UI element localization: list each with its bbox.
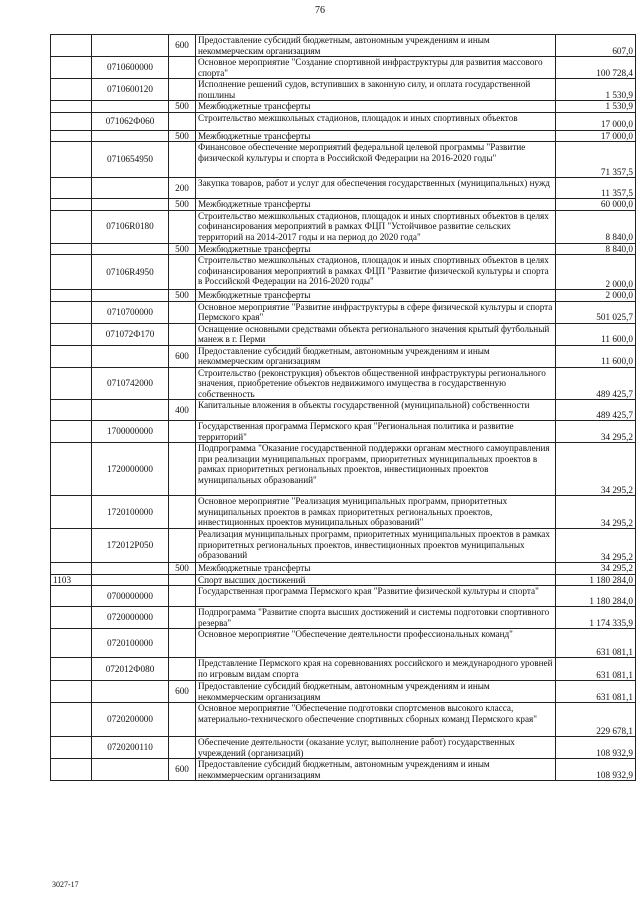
table-cell-target-code: 0710600120 (92, 79, 169, 101)
table-cell-expense-type (169, 79, 196, 101)
table-row (51, 681, 636, 703)
table-cell-section (51, 629, 92, 658)
table-cell-expense-type (169, 210, 196, 243)
table-row (51, 178, 636, 199)
table-cell-section (51, 210, 92, 243)
table-cell-expense-type: 600 (169, 759, 196, 781)
table-cell-expense-type: 400 (169, 400, 196, 421)
table-cell-name: Межбюджетные трансферты (196, 199, 556, 211)
table-row (51, 345, 636, 367)
table-row (51, 130, 636, 142)
table-cell-amount: 34 295,2 (556, 529, 636, 563)
table-cell-name: Обеспечение деятельности (оказание услуг, выполнение работ) государственных учреждений (организаций) (196, 737, 556, 759)
table-row (51, 301, 636, 323)
table-row (51, 563, 636, 575)
table-cell-name: Предоставление субсидий бюджетным, автономным учреждениям и иным некоммерческим организациям (196, 681, 556, 703)
table-cell-name: Строительство (реконструкция) объектов общественной инфраструктуры регионального значения, приобретение объектов недвижимого имущества в государственную собственность (196, 367, 556, 400)
table-cell-expense-type (169, 586, 196, 607)
table-cell-target-code: 0710700000 (92, 301, 169, 323)
table-cell-name: Межбюджетные трансферты (196, 130, 556, 142)
table-row (51, 210, 636, 243)
table-cell-target-code: 0710742000 (92, 367, 169, 400)
table-cell-target-code: 0720200000 (92, 703, 169, 737)
table-cell-target-code (92, 199, 169, 211)
table-cell-amount: 229 678,1 (556, 703, 636, 737)
table-cell-section (51, 658, 92, 681)
table-cell-target-code: 07106R4950 (92, 255, 169, 290)
table-cell-section (51, 130, 92, 142)
table-cell-section (51, 703, 92, 737)
table-cell-target-code (92, 563, 169, 575)
table-cell-amount: 17 000,0 (556, 130, 636, 142)
table-cell-amount: 108 932,9 (556, 759, 636, 781)
table-cell-target-code: 0700000000 (92, 586, 169, 607)
table-cell-section (51, 255, 92, 290)
table-cell-amount: 11 600,0 (556, 323, 636, 345)
table-cell-expense-type (169, 255, 196, 290)
table-row (51, 737, 636, 759)
table-cell-name: Представление Пермского края на соревнованиях российского и международного уровней по игровым видам спорта (196, 658, 556, 681)
table-cell-amount: 501 025,7 (556, 301, 636, 323)
table-cell-section (51, 737, 92, 759)
table-cell-target-code: 072012Ф080 (92, 658, 169, 681)
table-row (51, 101, 636, 113)
table-row (51, 367, 636, 400)
table-cell-target-code: 0710654950 (92, 142, 169, 178)
table-cell-target-code (92, 400, 169, 421)
table-cell-name: Строительство межшкольных стадионов, площадок и иных спортивных объектов в целях софинансирования мероприятий в рамках ФЦП "Развитие физической культуры и спорта в Российской Федерации на 2016-2020 годы" (196, 255, 556, 290)
table-cell-amount: 631 081,1 (556, 658, 636, 681)
table-cell-amount: 1 530,9 (556, 79, 636, 101)
table-cell-name: Спорт высших достижений (196, 574, 556, 586)
table-cell-amount: 631 081,1 (556, 629, 636, 658)
table-cell-section (51, 301, 92, 323)
table-cell-section (51, 400, 92, 421)
table-cell-target-code: 0720200110 (92, 737, 169, 759)
table-cell-section (51, 290, 92, 302)
table-row (51, 142, 636, 178)
table-row (51, 629, 636, 658)
table-cell-name: Подпрограмма "Оказание государственной поддержки органам местного самоуправления при реализации муниципальных программ, приоритетных муниципальных проектов в рамках приоритетных региональных проектов, инвестиционных проектов муниципальных образований" (196, 443, 556, 496)
table-cell-amount: 1 174 335,9 (556, 607, 636, 629)
table-row (51, 574, 636, 586)
table-cell-expense-type (169, 323, 196, 345)
table-cell-target-code (92, 243, 169, 255)
table-cell-amount: 34 295,2 (556, 421, 636, 443)
table-cell-amount: 489 425,7 (556, 400, 636, 421)
table-cell-target-code: 1700000000 (92, 421, 169, 443)
table-row (51, 400, 636, 421)
table-cell-name: Межбюджетные трансферты (196, 563, 556, 575)
table-cell-expense-type: 600 (169, 681, 196, 703)
table-cell-name: Межбюджетные трансферты (196, 243, 556, 255)
table-cell-target-code: 07106R0180 (92, 210, 169, 243)
table-cell-section (51, 79, 92, 101)
table-cell-name: Основное мероприятие "Обеспечение подготовки спортсменов высокого класса, материально-технического обеспечение спортивных сборных команд Пермского края" (196, 703, 556, 737)
table-row (51, 658, 636, 681)
table-cell-expense-type (169, 737, 196, 759)
table-cell-target-code: 0710600000 (92, 57, 169, 79)
table-cell-target-code: 071072Ф170 (92, 323, 169, 345)
table-cell-expense-type (169, 142, 196, 178)
table-cell-section (51, 112, 92, 130)
table-cell-amount: 607,0 (556, 35, 636, 57)
table-cell-section (51, 35, 92, 57)
table-row (51, 529, 636, 563)
table-cell-name: Строительство межшкольных стадионов, площадок и иных спортивных объектов в целях софинансирования мероприятий в рамках ФЦП "Устойчивое развитие сельских территорий на 2014-2017 годы и на период до 2020 года" (196, 210, 556, 243)
table-cell-name: Предоставление субсидий бюджетным, автономным учреждениям и иным некоммерческим организациям (196, 35, 556, 57)
table-row (51, 243, 636, 255)
table-cell-expense-type: 500 (169, 563, 196, 575)
table-cell-name: Основное мероприятие "Создание спортивной инфраструктуры для развития массового спорта" (196, 57, 556, 79)
table-cell-name: Строительство межшкольных стадионов, площадок и иных спортивных объектов (196, 112, 556, 130)
table-cell-expense-type (169, 658, 196, 681)
table-cell-amount: 34 295,2 (556, 563, 636, 575)
table-cell-expense-type (169, 112, 196, 130)
table-cell-amount: 631 081,1 (556, 681, 636, 703)
table-row (51, 703, 636, 737)
table-cell-name: Финансовое обеспечение мероприятий федеральной целевой программы "Развитие физической культуры и спорта в Российской Федерации на 2016-2020 годы" (196, 142, 556, 178)
table-cell-section (51, 101, 92, 113)
table-cell-amount: 8 840,0 (556, 210, 636, 243)
table-cell-target-code: 1720000000 (92, 443, 169, 496)
table-cell-expense-type: 500 (169, 101, 196, 113)
table-cell-name: Государственная программа Пермского края "Развитие физической культуры и спорта" (196, 586, 556, 607)
table-cell-section (51, 323, 92, 345)
table-cell-section (51, 243, 92, 255)
table-cell-amount: 489 425,7 (556, 367, 636, 400)
table-row (51, 323, 636, 345)
table-cell-target-code (92, 130, 169, 142)
table-cell-amount: 2 000,0 (556, 290, 636, 302)
table-cell-expense-type (169, 443, 196, 496)
table-row (51, 443, 636, 496)
table-cell-target-code (92, 290, 169, 302)
table-cell-expense-type: 500 (169, 130, 196, 142)
table-cell-name: Основное мероприятие "Развитие инфраструктуры в сфере физической культуры и спорта Пермского края" (196, 301, 556, 323)
table-cell-expense-type (169, 57, 196, 79)
table-row (51, 759, 636, 781)
table-cell-expense-type: 500 (169, 290, 196, 302)
table-cell-section (51, 607, 92, 629)
table-cell-amount: 8 840,0 (556, 243, 636, 255)
table-cell-name: Подпрограмма "Развитие спорта высших достижений и системы подготовки спортивного резерва" (196, 607, 556, 629)
table-cell-expense-type: 500 (169, 199, 196, 211)
table-cell-section (51, 142, 92, 178)
table-cell-name: Оснащение основными средствами объекта регионального значения крытый футбольный манеж в г. Перми (196, 323, 556, 345)
table-row (51, 421, 636, 443)
table-cell-expense-type (169, 574, 196, 586)
table-cell-section (51, 681, 92, 703)
table-cell-expense-type (169, 421, 196, 443)
table-row (51, 57, 636, 79)
table-cell-target-code: 0720100000 (92, 629, 169, 658)
table-cell-amount: 1 180 284,0 (556, 574, 636, 586)
table-cell-section (51, 345, 92, 367)
table-cell-name: Основное мероприятие "Обеспечение деятельности профессиональных команд" (196, 629, 556, 658)
table-cell-name: Предоставление субсидий бюджетным, автономным учреждениям и иным некоммерческим организациям (196, 759, 556, 781)
table-cell-target-code (92, 345, 169, 367)
table-cell-amount: 71 357,5 (556, 142, 636, 178)
table-cell-amount: 1 180 284,0 (556, 586, 636, 607)
table-cell-name: Государственная программа Пермского края "Региональная политика и развитие территорий" (196, 421, 556, 443)
table-cell-target-code: 1720100000 (92, 496, 169, 529)
table-cell-amount: 34 295,2 (556, 496, 636, 529)
table-cell-expense-type: 600 (169, 345, 196, 367)
table-row (51, 586, 636, 607)
table-cell-section (51, 586, 92, 607)
table-row (51, 607, 636, 629)
table-cell-target-code: 0720000000 (92, 607, 169, 629)
document-code: 3027-17 (52, 880, 79, 889)
table-cell-name: Межбюджетные трансферты (196, 290, 556, 302)
table-cell-amount: 100 728,4 (556, 57, 636, 79)
table-cell-section (51, 759, 92, 781)
table-cell-expense-type (169, 629, 196, 658)
table-cell-section (51, 563, 92, 575)
table-cell-amount: 2 000,0 (556, 255, 636, 290)
table-cell-expense-type (169, 607, 196, 629)
table-row (51, 35, 636, 57)
table-cell-expense-type (169, 496, 196, 529)
table-cell-section (51, 199, 92, 211)
table-cell-amount: 60 000,0 (556, 199, 636, 211)
table-cell-name: Основное мероприятие "Реализация муниципальных программ, приоритетных муниципальных проектов в рамках приоритетных региональных проектов, инвестиционных проектов муниципальных образований" (196, 496, 556, 529)
table-cell-name: Исполнение решений судов, вступивших в законную силу, и оплата государственной пошлины (196, 79, 556, 101)
table-cell-section (51, 367, 92, 400)
table-cell-section (51, 496, 92, 529)
table-cell-expense-type: 200 (169, 178, 196, 199)
table-cell-section: 1103 (51, 574, 92, 586)
table-cell-expense-type (169, 529, 196, 563)
table-cell-section (51, 443, 92, 496)
table-cell-target-code (92, 681, 169, 703)
table-cell-target-code (92, 101, 169, 113)
table-row (51, 496, 636, 529)
table-cell-name: Межбюджетные трансферты (196, 101, 556, 113)
table-row (51, 290, 636, 302)
table-cell-section (51, 178, 92, 199)
table-cell-target-code: 071062Ф060 (92, 112, 169, 130)
budget-table (50, 34, 636, 781)
table-cell-name: Закупка товаров, работ и услуг для обеспечения государственных (муниципальных) нужд (196, 178, 556, 199)
table-cell-expense-type: 600 (169, 35, 196, 57)
table-row (51, 79, 636, 101)
table-cell-target-code (92, 759, 169, 781)
table-cell-target-code: 172012Р050 (92, 529, 169, 563)
table-row (51, 112, 636, 130)
table-cell-amount: 11 600,0 (556, 345, 636, 367)
page-number: 76 (315, 5, 325, 16)
table-cell-section (51, 421, 92, 443)
table-cell-amount: 1 530,9 (556, 101, 636, 113)
table-cell-amount: 108 932,9 (556, 737, 636, 759)
table-cell-expense-type (169, 367, 196, 400)
table-cell-target-code (92, 178, 169, 199)
table-cell-expense-type (169, 703, 196, 737)
table-cell-amount: 34 295,2 (556, 443, 636, 496)
table-cell-name: Капитальные вложения в объекты государственной (муниципальной) собственности (196, 400, 556, 421)
table-row (51, 255, 636, 290)
table-cell-amount: 17 000,0 (556, 112, 636, 130)
table-cell-target-code (92, 35, 169, 57)
table-cell-expense-type: 500 (169, 243, 196, 255)
table-cell-section (51, 57, 92, 79)
table-cell-name: Реализация муниципальных программ, приоритетных муниципальных проектов в рамках приоритетных региональных проектов, инвестиционных проектов муниципальных образований (196, 529, 556, 563)
table-cell-expense-type (169, 301, 196, 323)
table-cell-target-code (92, 574, 169, 586)
table-cell-amount: 11 357,5 (556, 178, 636, 199)
table-row (51, 199, 636, 211)
table-cell-name: Предоставление субсидий бюджетным, автономным учреждениям и иным некоммерческим организациям (196, 345, 556, 367)
table-cell-section (51, 529, 92, 563)
